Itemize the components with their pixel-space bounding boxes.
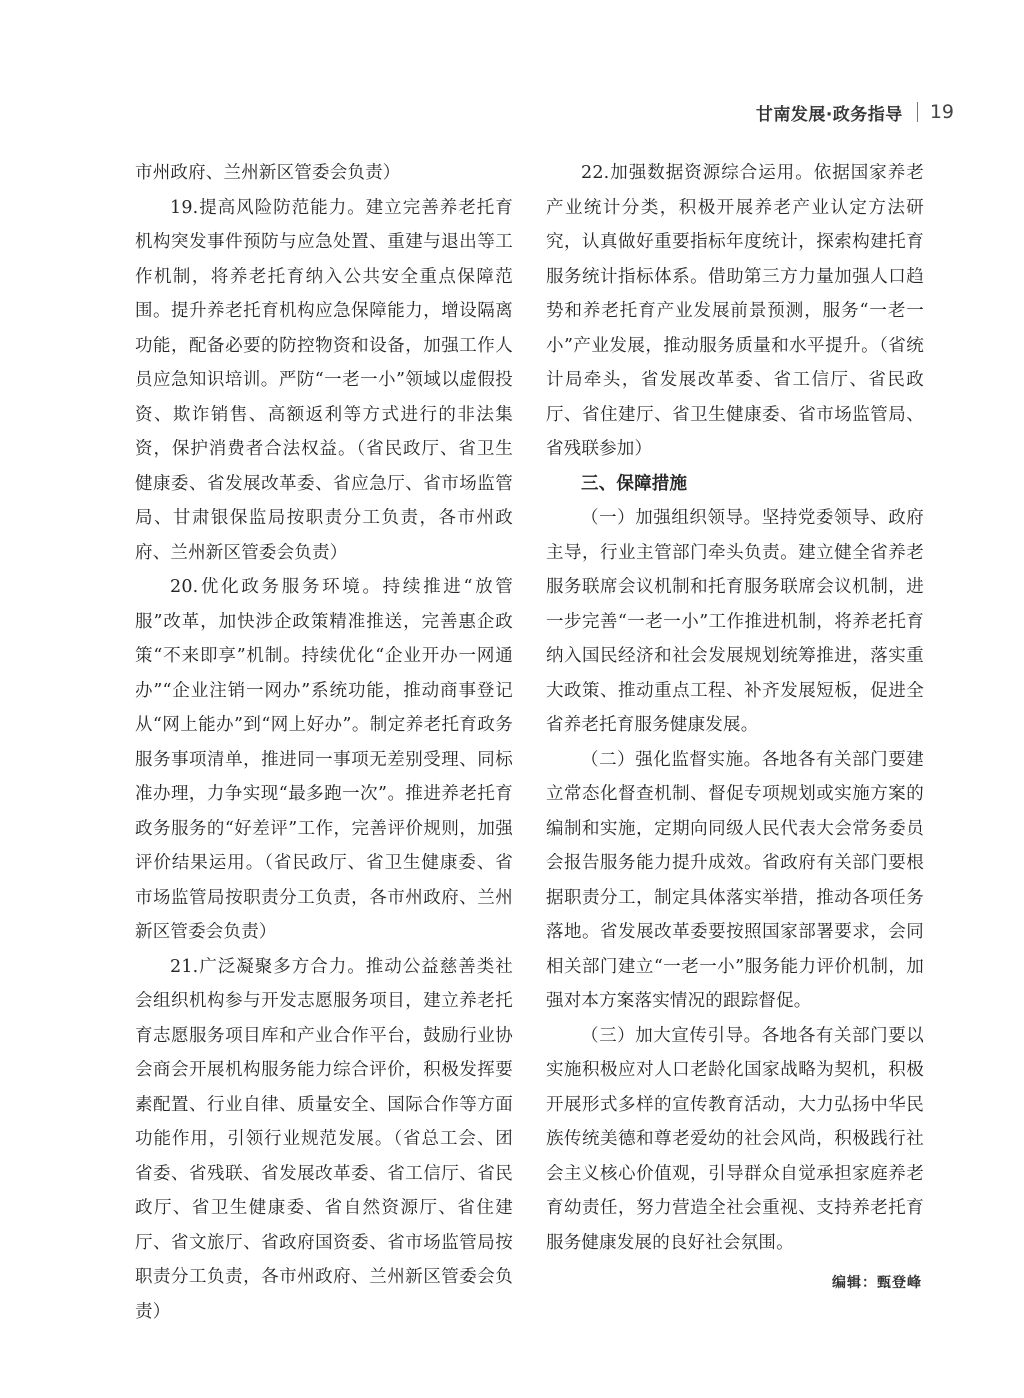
right-column xyxy=(546,156,924,1260)
page-number: 19 xyxy=(929,101,954,123)
paragraph: 20.优化政务服务环境。持续推进“放管服”改革，加快涉企政策精准推送，完善惠企政策“不来即享”机制。持续优化“企业开办一网通办”“企业注销一网办”系统功能，推动商事登记从“网上能办”到“网上好办”。制定养老托育政务服务事项清单，推进同一事项无差别受理、同标准办理，力争实现“最多跑一次”。推进养老托育政务服务的“好差评”工作，完善评价规则，加强评价结果运用。（省民政厅、省卫生健康委、省市场监管局按职责分工负责，各市州政府、兰州新区管委会负责） xyxy=(135,577,513,942)
editor-credit: 编辑：甄登峰 xyxy=(832,1275,922,1291)
paragraph: 19.提高风险防范能力。建立完善养老托育机构突发事件预防与应急处置、重建与退出等工作机制，将养老托育纳入公共安全重点保障范围。提升养老托育机构应急保障能力，增设隔离功能，配备必要的防控物资和设备，加强工作人员应急知识培训。严防“一老一小”领域以虚假投资、欺诈销售、高额返利等方式进行的非法集资，保护消费者合法权益。（省民政厅、省卫生健康委、省发展改革委、省应急厅、省市场监管局、甘肃银保监局按职责分工负责，各市州政府、兰州新区管委会负责） xyxy=(135,197,513,563)
section-heading: 三、保障措施 xyxy=(581,473,688,494)
paragraph: 22.加强数据资源综合运用。依据国家养老产业统计分类，积极开展养老产业认定方法研究，认真做好重要指标年度统计，探索构建托育服务统计指标体系。借助第三方力量加强人口趋势和养老托育产业发展前景预测，服务“一老一小”产业发展，推动服务质量和水平提升。（省统计局牵头，省发展改革委、省工信厅、省民政厅、省住建厅、省卫生健康委、省市场监管局、省残联参加） xyxy=(546,163,924,459)
paragraph: （三）加大宣传引导。各地各有关部门要以实施积极应对人口老龄化国家战略为契机，积极开展形式多样的宣传教育活动，大力弘扬中华民族传统美德和尊老爱幼的社会风尚，积极践行社会主义核心价值观，引导群众自觉承担家庭养老育幼责任，努力营造全社会重视、支持养老托育服务健康发展的良好社会氛围。 xyxy=(546,1025,924,1253)
left-column xyxy=(135,156,513,1329)
paragraph: （二）强化监督实施。各地各有关部门要建立常态化督查机制、督促专项规划或实施方案的编制和实施，定期向同级人民代表大会常务委员会报告服务能力提升成效。省政府有关部门要根据职责分工，制定具体落实举措，推动各项任务落地。省发展改革委要按照国家部署要求，会同相关部门建立“一老一小”服务能力评价机制，加强对本方案落实情况的跟踪督促。 xyxy=(546,749,924,1011)
paragraph: （一）加强组织领导。坚持党委领导、政府主导，行业主管部门牵头负责。建立健全省养老服务联席会议机制和托育服务联席会议机制，进一步完善“一老一小”工作推进机制，将养老托育纳入国民经济和社会发展规划统筹推进，落实重大政策、推动重点工程、补齐发展短板，促进全省养老托育服务健康发展。 xyxy=(546,508,924,735)
header-divider xyxy=(917,102,918,122)
section-title: 甘南发展·政务指导 xyxy=(755,104,903,125)
paragraph: 21.广泛凝聚多方合力。推动公益慈善类社会组织机构参与开发志愿服务项目，建立养老托育志愿服务项目库和产业合作平台，鼓励行业协会商会开展机构服务能力综合评价，积极发挥要素配置、行业自律、质量安全、国际合作等方面功能作用，引领行业规范发展。（省总工会、团省委、省残联、省发展改革委、省工信厅、省民政厅、省卫生健康委、省自然资源厅、省住建厅、省文旅厅、省政府国资委、省市场监管局按职责分工负责，各市州政府、兰州新区管委会负责） xyxy=(135,956,513,1322)
running-header xyxy=(756,98,954,126)
paragraph: 市州政府、兰州新区管委会负责） xyxy=(135,163,401,183)
